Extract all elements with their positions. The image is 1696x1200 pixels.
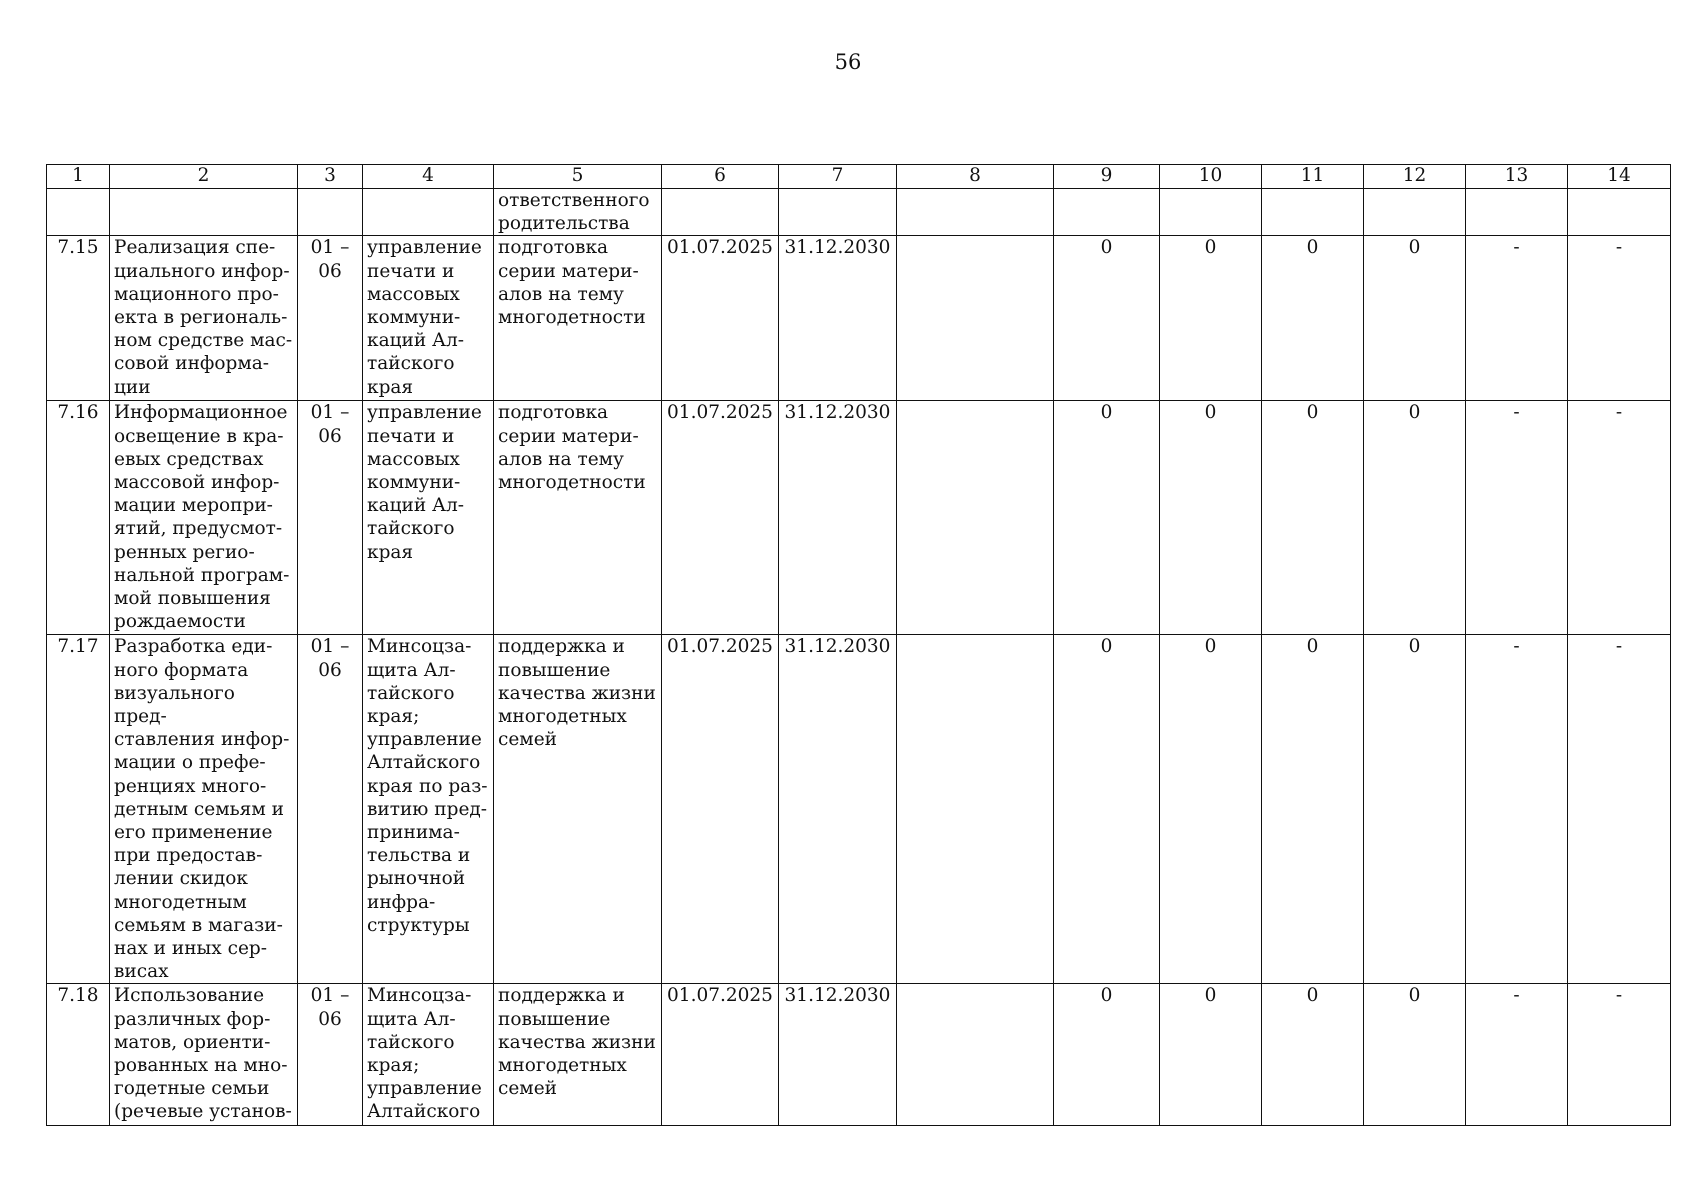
continuation-row: [47, 189, 1671, 236]
column-header: 13: [1466, 165, 1568, 189]
col14-value: -: [1568, 635, 1671, 984]
result-cell: [494, 635, 662, 984]
executor-text: управление печати и массовых коммуни- каций Ал- тайского края: [367, 402, 482, 563]
col13-value: -: [1466, 401, 1568, 635]
start-date: 01.07.2025: [662, 984, 779, 1126]
table-cell: [1466, 189, 1568, 236]
period-cell: [298, 236, 363, 401]
executor-cell: [363, 236, 494, 401]
column-header: 8: [897, 165, 1054, 189]
row-number: 7.17: [47, 635, 110, 984]
period-text: 01 – 06: [310, 402, 350, 447]
col10-value: 0: [1160, 635, 1262, 984]
col9-value: 0: [1054, 236, 1160, 401]
col10-value: 0: [1160, 401, 1262, 635]
table-cell: [298, 189, 363, 236]
table-cell: [1262, 189, 1364, 236]
column-header: 2: [110, 165, 298, 189]
measure-name: [110, 984, 298, 1126]
col12-value: 0: [1364, 984, 1466, 1126]
column-header: 11: [1262, 165, 1364, 189]
col10-value: 0: [1160, 236, 1262, 401]
column-header: 4: [363, 165, 494, 189]
period-text: 01 – 06: [310, 985, 350, 1030]
executor-text: Минсоцза- щита Ал- тайского края; управление Алтайского края по раз- витию пред- принима- тельства и рыночной инфра- структуры: [367, 636, 488, 936]
col13-value: -: [1466, 635, 1568, 984]
result-cell: [494, 236, 662, 401]
executor-text: Минсоцза- щита Ал- тайского края; управление Алтайского: [367, 985, 482, 1123]
measure-name-text: Использование различных фор- матов, ориенти- рованных на мно- годетные семьи (речевые установ-: [114, 985, 292, 1123]
row-number: 7.16: [47, 401, 110, 635]
col13-value: -: [1466, 236, 1568, 401]
column-header: 7: [779, 165, 897, 189]
col10-value: 0: [1160, 984, 1262, 1126]
column-header: 12: [1364, 165, 1466, 189]
col13-value: -: [1466, 984, 1568, 1126]
start-date: 01.07.2025: [662, 635, 779, 984]
column-header: 5: [494, 165, 662, 189]
table-cell: [494, 189, 662, 236]
col14-value: -: [1568, 984, 1671, 1126]
result-text: подготовка серии матери- алов на тему многодетности: [498, 402, 646, 494]
col8-cell: [897, 236, 1054, 401]
measure-name: [110, 635, 298, 984]
start-date: 01.07.2025: [662, 401, 779, 635]
end-date: 31.12.2030: [779, 236, 897, 401]
period-text: 01 – 06: [310, 636, 350, 681]
table-cell: [1054, 189, 1160, 236]
start-date: 01.07.2025: [662, 236, 779, 401]
table-row: [47, 635, 1671, 984]
result-cell: [494, 401, 662, 635]
column-header: 10: [1160, 165, 1262, 189]
period-cell: [298, 401, 363, 635]
col11-value: 0: [1262, 984, 1364, 1126]
col12-value: 0: [1364, 401, 1466, 635]
measure-name: [110, 401, 298, 635]
row-number: 7.18: [47, 984, 110, 1126]
end-date: 31.12.2030: [779, 984, 897, 1126]
period-cell: [298, 984, 363, 1126]
executor-cell: [363, 401, 494, 635]
result-text: поддержка и повышение качества жизни многодетных семей: [498, 985, 656, 1100]
end-date: 31.12.2030: [779, 401, 897, 635]
col11-value: 0: [1262, 401, 1364, 635]
table-cell: [110, 189, 298, 236]
col12-value: 0: [1364, 236, 1466, 401]
table-cell: [1568, 189, 1671, 236]
column-header: 9: [1054, 165, 1160, 189]
page-number: 56: [834, 50, 862, 74]
continuation-result-text: ответственного родительства: [498, 190, 650, 235]
col14-value: -: [1568, 236, 1671, 401]
table-cell: [1364, 189, 1466, 236]
col11-value: 0: [1262, 236, 1364, 401]
row-number: 7.15: [47, 236, 110, 401]
measure-name-text: Информационное освещение в кра- евых средствах массовой инфор- мации меропри- ятий, предусмот- ренных регио- нальной програм- мой повышения рождаемости: [114, 402, 290, 633]
measure-name-text: Реализация спе- циального инфор- мационного про- екта в региональ- ном средстве мас- совой информа- ции: [114, 237, 293, 398]
executor-cell: [363, 984, 494, 1126]
table-cell: [897, 189, 1054, 236]
measures-table: [46, 164, 1671, 1126]
table-cell: [1160, 189, 1262, 236]
table-row: [47, 236, 1671, 401]
executor-cell: [363, 635, 494, 984]
col8-cell: [897, 984, 1054, 1126]
col11-value: 0: [1262, 635, 1364, 984]
result-cell: [494, 984, 662, 1126]
period-cell: [298, 635, 363, 984]
col12-value: 0: [1364, 635, 1466, 984]
column-header: 1: [47, 165, 110, 189]
column-header: 6: [662, 165, 779, 189]
column-header: 14: [1568, 165, 1671, 189]
col9-value: 0: [1054, 635, 1160, 984]
result-text: подготовка серии матери- алов на тему многодетности: [498, 237, 646, 329]
column-number-row: [47, 165, 1671, 189]
table-row: [47, 984, 1671, 1126]
col8-cell: [897, 401, 1054, 635]
executor-text: управление печати и массовых коммуни- каций Ал- тайского края: [367, 237, 482, 398]
period-text: 01 – 06: [310, 237, 350, 282]
end-date: 31.12.2030: [779, 635, 897, 984]
result-text: поддержка и повышение качества жизни многодетных семей: [498, 636, 656, 751]
col9-value: 0: [1054, 401, 1160, 635]
col9-value: 0: [1054, 984, 1160, 1126]
col14-value: -: [1568, 401, 1671, 635]
table-cell: [363, 189, 494, 236]
measure-name: [110, 236, 298, 401]
table-cell: [779, 189, 897, 236]
col8-cell: [897, 635, 1054, 984]
column-header: 3: [298, 165, 363, 189]
table-cell: [662, 189, 779, 236]
table-row: [47, 401, 1671, 635]
table-cell: [47, 189, 110, 236]
measure-name-text: Разработка еди- ного формата визуального пред- ставления инфор- мации о префе- ренциях много- детным семьям и его применение при предостав- лении скидок многодетным семьям в магази- нах и иных сер- висах: [114, 636, 290, 983]
